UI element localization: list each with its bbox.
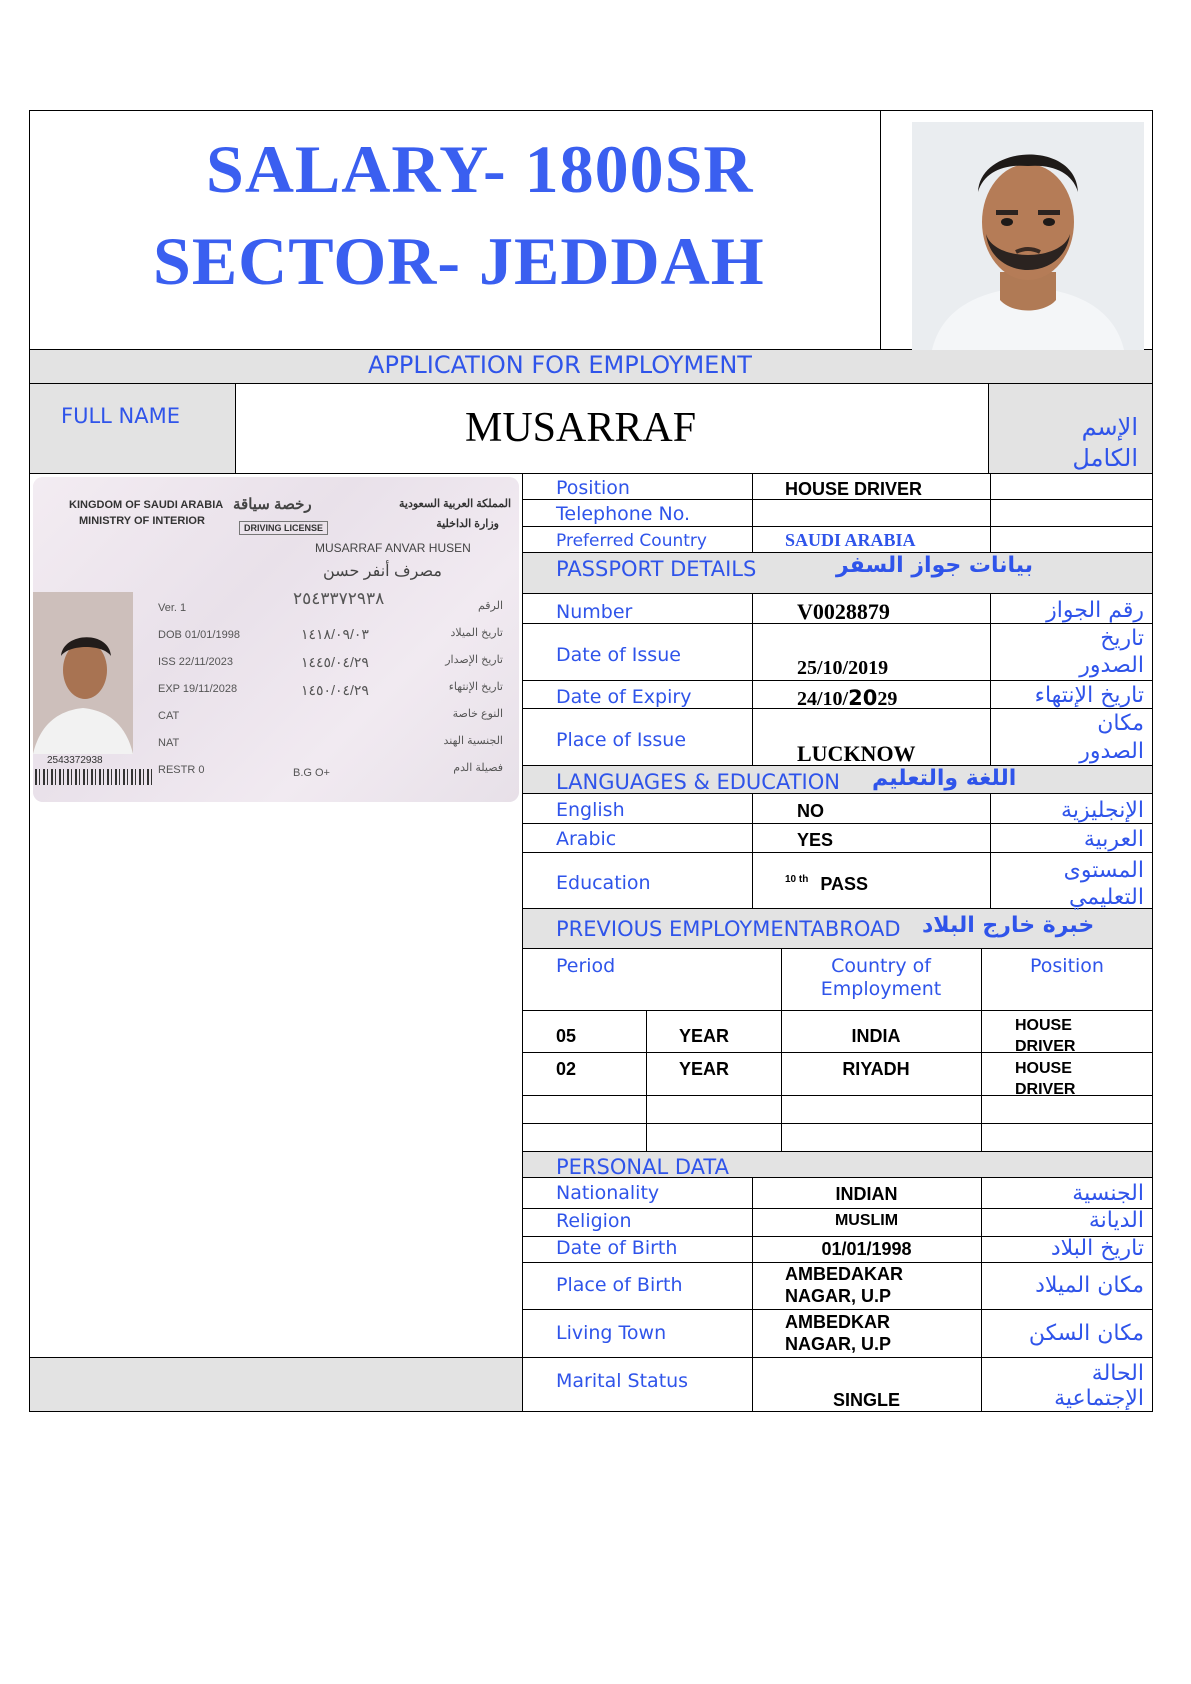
card-title-ar: رخصة سياقة	[233, 496, 312, 513]
telephone-label: Telephone No.	[556, 503, 691, 525]
card-kingdom-ar: المملكة العربية السعودية	[399, 498, 511, 510]
english-ar: الإنجليزية	[1061, 798, 1144, 823]
full-name-label: FULL NAME	[61, 404, 180, 428]
education-label: Education	[556, 872, 651, 894]
passport-number-label: Number	[556, 601, 633, 623]
dob-label: Date of Birth	[556, 1237, 678, 1259]
col-country-2: Employment	[820, 978, 942, 1000]
issue-date-value: 25/10/2019	[797, 657, 889, 679]
card-fields-ar: الرقم تاريخ الميلاد تاريخ الإصدار تاريخ الإنتهاء النوع خاصة الجنسية الهند فصيلة الدم	[443, 600, 503, 774]
full-name-ar-2: الكامل	[1072, 444, 1138, 472]
driving-license-card	[33, 477, 519, 802]
place-of-issue-value: LUCKNOW	[797, 741, 916, 766]
passport-heading-ar: بيانات جواز السفر	[836, 553, 1034, 578]
position-label: Position	[556, 477, 630, 499]
card-holder-photo	[33, 592, 133, 754]
emp-row-2-num: 02	[556, 1059, 577, 1079]
emp-row-1-country: INDIA	[851, 1026, 901, 1046]
card-barcode	[35, 769, 153, 785]
card-ministry-ar: وزارة الداخلية	[436, 518, 499, 530]
nationality-label: Nationality	[556, 1182, 660, 1204]
religion-label: Religion	[556, 1210, 632, 1232]
preferred-country-value: SAUDI ARABIA	[785, 530, 916, 550]
card-number-ar: ٢٥٤٣٣٧٢٩٣٨	[293, 589, 385, 608]
expiry-date-value: 24/10/2029	[797, 686, 898, 710]
card-dates-ar: ١٤١٨/٠٩/٠٣ ١٤٤٥/٠٤/٢٩ ١٤٥٠/٠٤/٢٩	[301, 626, 369, 698]
living-town-value: AMBEDKAR NAGAR, U.P	[785, 1312, 892, 1354]
passport-number-ar: رقم الجواز	[1046, 598, 1144, 623]
applicant-photo	[912, 122, 1144, 350]
full-name-value: MUSARRAF	[465, 405, 697, 451]
card-holder-en: MUSARRAF ANVAR HUSEN	[315, 541, 471, 555]
place-of-issue-ar-1: مكان	[1097, 711, 1144, 736]
languages-heading: LANGUAGES & EDUCATION	[556, 770, 840, 794]
marital-status-ar-1: الحالة	[1091, 1361, 1144, 1386]
dob-value: 01/01/1998	[821, 1239, 912, 1259]
expiry-date-ar: تاريخ الإنتهاء	[1034, 683, 1144, 708]
dob-ar: تاريخ البلاد	[1050, 1236, 1144, 1261]
emp-row-2-position: HOUSE DRIVER	[1015, 1060, 1076, 1098]
nationality-ar: الجنسية	[1072, 1181, 1144, 1206]
col-position: Position	[1030, 955, 1104, 977]
position-value: HOUSE DRIVER	[785, 479, 923, 499]
nationality-value: INDIAN	[835, 1184, 898, 1204]
education-ar-2: التعليمي	[1068, 885, 1144, 910]
place-of-issue-label: Place of Issue	[556, 729, 687, 751]
card-holder-ar: مصرف أنفر حسن	[323, 563, 442, 580]
place-of-issue-ar-2: الصدور	[1079, 739, 1144, 764]
issue-date-label: Date of Issue	[556, 644, 681, 666]
religion-value: MUSLIM	[834, 1212, 899, 1229]
place-of-birth-label: Place of Birth	[556, 1274, 683, 1296]
marital-status-label: Marital Status	[556, 1370, 689, 1392]
marital-status-left-cell	[30, 1357, 522, 1411]
arabic-ar: العربية	[1083, 827, 1144, 852]
expiry-date-label: Date of Expiry	[556, 686, 692, 708]
personal-heading: PERSONAL DATA	[556, 1155, 729, 1179]
preferred-country-label: Preferred Country	[556, 531, 707, 551]
card-blood-group: B.G O+	[293, 767, 330, 779]
english-label: English	[556, 799, 625, 821]
salary-heading: SALARY- 1800SR	[206, 131, 754, 207]
emp-row-1-position: HOUSE DRIVER	[1015, 1017, 1076, 1055]
emp-row-2-country: RIYADH	[842, 1059, 910, 1079]
english-value: NO	[797, 801, 824, 821]
full-name-ar-1: الإسم	[1081, 413, 1138, 441]
passport-number-value: V0028879	[797, 599, 890, 624]
emp-row-2-unit: YEAR	[679, 1059, 730, 1079]
education-ar-1: المستوى	[1063, 858, 1144, 883]
issue-date-ar-1: تاريخ	[1100, 626, 1144, 651]
place-of-birth-ar: مكان الميلاد	[1035, 1273, 1144, 1298]
emp-row-1-unit: YEAR	[679, 1026, 730, 1046]
employment-heading-ar: خبرة خارج البلاد	[922, 913, 1095, 938]
employment-heading: PREVIOUS EMPLOYMENTABROAD	[556, 917, 901, 941]
applicant-photo-image	[912, 122, 1144, 350]
col-country-1: Country of	[831, 955, 931, 977]
marital-status-ar-2: الإجتماعية	[1054, 1386, 1144, 1411]
education-value: $^{10 th}$ PASS	[785, 874, 869, 894]
issue-date-ar-2: الصدور	[1079, 653, 1144, 678]
application-title: APPLICATION FOR EMPLOYMENT	[368, 351, 752, 379]
living-town-ar: مكان السكن	[1028, 1321, 1144, 1346]
passport-heading: PASSPORT DETAILS	[556, 557, 757, 581]
marital-status-value: SINGLE	[832, 1390, 900, 1410]
place-of-birth-value: AMBEDAKAR NAGAR, U.P	[785, 1264, 903, 1306]
col-period: Period	[556, 955, 616, 977]
full-name-label-cell	[30, 384, 235, 473]
card-fields-left: Ver. 1 DOB 01/01/1998 ISS 22/11/2023 EXP 19/11/2028 CAT NAT RESTR 0	[158, 602, 240, 776]
card-kingdom: KINGDOM OF SAUDI ARABIA	[69, 499, 224, 511]
living-town-label: Living Town	[556, 1322, 667, 1344]
arabic-value: YES	[797, 830, 834, 850]
emp-row-1-num: 05	[556, 1026, 577, 1046]
religion-ar: الديانة	[1088, 1208, 1144, 1233]
card-ministry: MINISTRY OF INTERIOR	[79, 515, 205, 527]
sector-heading: SECTOR- JEDDAH	[153, 223, 765, 299]
arabic-label: Arabic	[556, 828, 617, 850]
card-number: 2543372938	[47, 755, 103, 766]
card-title-en: DRIVING LICENSE	[239, 521, 328, 535]
languages-heading-ar: اللغة والتعليم	[872, 766, 1017, 791]
